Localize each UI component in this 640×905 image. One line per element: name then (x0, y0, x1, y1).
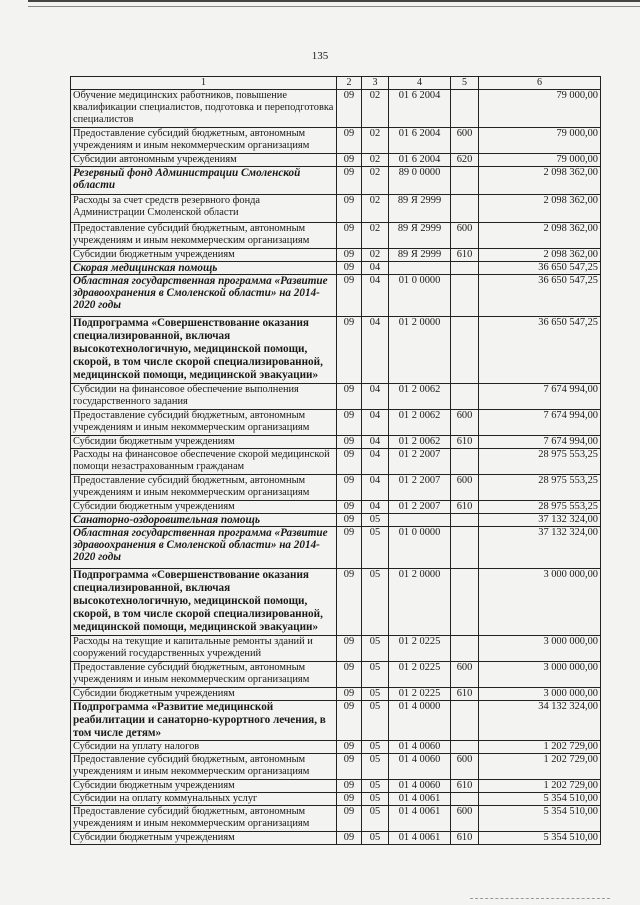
row-section: 09 (337, 223, 362, 249)
row-amount: 79 000,00 (479, 128, 601, 154)
table-row (71, 475, 601, 501)
row-name: Расходы за счет средств резервного фонда Администрации Смоленской области (71, 195, 337, 223)
row-target-code: 01 4 0061 (389, 793, 451, 806)
row-amount: 7 674 994,00 (479, 410, 601, 436)
row-expense-type (451, 262, 479, 275)
row-amount: 2 098 362,00 (479, 167, 601, 195)
row-subsection: 04 (362, 410, 389, 436)
header-col-1: 1 (71, 77, 337, 90)
row-expense-type: 600 (451, 806, 479, 832)
row-amount: 7 674 994,00 (479, 436, 601, 449)
row-subsection: 02 (362, 154, 389, 167)
row-section: 09 (337, 249, 362, 262)
table-row (71, 275, 601, 317)
header-col-3: 3 (362, 77, 389, 90)
row-subsection: 05 (362, 636, 389, 662)
row-subsection: 05 (362, 832, 389, 845)
row-expense-type (451, 514, 479, 527)
row-amount: 5 354 510,00 (479, 793, 601, 806)
row-section: 09 (337, 154, 362, 167)
row-expense-type (451, 275, 479, 317)
row-target-code: 01 4 0060 (389, 780, 451, 793)
row-section: 09 (337, 636, 362, 662)
row-expense-type: 600 (451, 754, 479, 780)
top-border-line (28, 0, 640, 7)
table-row (71, 262, 601, 275)
table-row (71, 688, 601, 701)
row-subsection: 02 (362, 128, 389, 154)
row-target-code: 01 4 0061 (389, 832, 451, 845)
row-section: 09 (337, 317, 362, 384)
row-amount: 1 202 729,00 (479, 780, 601, 793)
row-name: Скорая медицинская помощь (71, 262, 337, 275)
row-amount: 28 975 553,25 (479, 475, 601, 501)
table-row (71, 410, 601, 436)
row-expense-type: 610 (451, 688, 479, 701)
row-name: Подпрограмма «Развитие медицинской реабилитации и санаторно-курортного лечения, в том числе детям» (71, 701, 337, 741)
row-section: 09 (337, 275, 362, 317)
row-subsection: 05 (362, 780, 389, 793)
row-subsection: 04 (362, 501, 389, 514)
header-col-4: 4 (389, 77, 451, 90)
row-section: 09 (337, 410, 362, 436)
row-expense-type: 600 (451, 662, 479, 688)
budget-table (70, 76, 601, 845)
row-amount: 3 000 000,00 (479, 662, 601, 688)
row-name: Субсидии на финансовое обеспечение выполнения государственного задания (71, 384, 337, 410)
table-row (71, 167, 601, 195)
row-amount: 2 098 362,00 (479, 195, 601, 223)
row-expense-type (451, 636, 479, 662)
row-target-code: 01 6 2004 (389, 154, 451, 167)
row-target-code: 01 2 0062 (389, 384, 451, 410)
table-row (71, 806, 601, 832)
row-name: Областная государственная программа «Развитие здравоохранения в Смоленской области» на 2014-2020 годы (71, 527, 337, 569)
row-amount: 2 098 362,00 (479, 223, 601, 249)
row-name: Субсидии бюджетным учреждениям (71, 436, 337, 449)
row-expense-type: 600 (451, 410, 479, 436)
row-target-code: 89 Я 2999 (389, 223, 451, 249)
header-col-6: 6 (479, 77, 601, 90)
row-section: 09 (337, 569, 362, 636)
row-amount: 5 354 510,00 (479, 806, 601, 832)
row-expense-type: 610 (451, 501, 479, 514)
row-section: 09 (337, 662, 362, 688)
row-amount: 36 650 547,25 (479, 275, 601, 317)
row-name: Расходы на финансовое обеспечение скорой медицинской помощи незастрахованным гражданам (71, 449, 337, 475)
row-target-code: 01 0 0000 (389, 527, 451, 569)
row-name: Предоставление субсидий бюджетным, автономным учреждениям и иным некоммерческим организациям (71, 475, 337, 501)
page-number: 135 (311, 50, 329, 62)
row-section: 09 (337, 793, 362, 806)
row-target-code: 01 2 0225 (389, 688, 451, 701)
table-row (71, 662, 601, 688)
row-target-code: 01 4 0000 (389, 701, 451, 741)
row-name: Предоставление субсидий бюджетным, автономным учреждениям и иным некоммерческим организациям (71, 806, 337, 832)
row-expense-type: 620 (451, 154, 479, 167)
row-amount: 37 132 324,00 (479, 514, 601, 527)
row-expense-type (451, 527, 479, 569)
row-section: 09 (337, 527, 362, 569)
row-expense-type (451, 793, 479, 806)
row-subsection: 05 (362, 741, 389, 754)
row-section: 09 (337, 501, 362, 514)
row-amount: 28 975 553,25 (479, 449, 601, 475)
row-subsection: 04 (362, 449, 389, 475)
row-expense-type: 610 (451, 249, 479, 262)
row-target-code: 01 2 0000 (389, 569, 451, 636)
row-name: Субсидии бюджетным учреждениям (71, 780, 337, 793)
row-subsection: 05 (362, 793, 389, 806)
row-target-code: 01 2 2007 (389, 501, 451, 514)
row-expense-type (451, 569, 479, 636)
row-section: 09 (337, 436, 362, 449)
row-name: Расходы на текущие и капитальные ремонты зданий и сооружений государственных учреждений (71, 636, 337, 662)
row-name: Субсидии бюджетным учреждениям (71, 249, 337, 262)
row-target-code: 01 2 0000 (389, 317, 451, 384)
row-name: Субсидии автономным учреждениям (71, 154, 337, 167)
row-target-code: 01 6 2004 (389, 90, 451, 128)
row-name: Субсидии бюджетным учреждениям (71, 688, 337, 701)
row-section: 09 (337, 741, 362, 754)
row-amount: 37 132 324,00 (479, 527, 601, 569)
row-target-code: 01 0 0000 (389, 275, 451, 317)
row-target-code: 01 2 0225 (389, 636, 451, 662)
row-name: Субсидии на уплату налогов (71, 741, 337, 754)
row-target-code: 89 0 0000 (389, 167, 451, 195)
table-row (71, 90, 601, 128)
row-target-code: 01 2 0062 (389, 436, 451, 449)
row-amount: 3 000 000,00 (479, 569, 601, 636)
row-subsection: 02 (362, 195, 389, 223)
row-section: 09 (337, 384, 362, 410)
row-target-code: 01 4 0060 (389, 754, 451, 780)
row-subsection: 05 (362, 754, 389, 780)
row-expense-type (451, 701, 479, 741)
table-row (71, 741, 601, 754)
row-target-code: 01 2 0062 (389, 410, 451, 436)
row-subsection: 02 (362, 223, 389, 249)
row-amount: 3 000 000,00 (479, 636, 601, 662)
table-row (71, 569, 601, 636)
row-subsection: 02 (362, 167, 389, 195)
header-col-2: 2 (337, 77, 362, 90)
table-row (71, 501, 601, 514)
row-section: 09 (337, 832, 362, 845)
row-name: Областная государственная программа «Развитие здравоохранения в Смоленской области» на 2014-2020 годы (71, 275, 337, 317)
row-expense-type (451, 384, 479, 410)
row-amount: 5 354 510,00 (479, 832, 601, 845)
table-row (71, 636, 601, 662)
row-section: 09 (337, 688, 362, 701)
table-row (71, 384, 601, 410)
row-subsection: 04 (362, 262, 389, 275)
row-subsection: 02 (362, 249, 389, 262)
row-subsection: 04 (362, 275, 389, 317)
row-target-code: 89 Я 2999 (389, 249, 451, 262)
row-expense-type: 600 (451, 128, 479, 154)
row-amount: 1 202 729,00 (479, 741, 601, 754)
row-expense-type: 610 (451, 832, 479, 845)
row-subsection: 04 (362, 475, 389, 501)
row-target-code: 01 2 2007 (389, 449, 451, 475)
row-name: Субсидии бюджетным учреждениям (71, 832, 337, 845)
row-name: Предоставление субсидий бюджетным, автономным учреждениям и иным некоммерческим организациям (71, 410, 337, 436)
row-amount: 34 132 324,00 (479, 701, 601, 741)
row-section: 09 (337, 195, 362, 223)
row-amount: 1 202 729,00 (479, 754, 601, 780)
row-amount: 36 650 547,25 (479, 317, 601, 384)
row-section: 09 (337, 514, 362, 527)
table-row (71, 449, 601, 475)
row-section: 09 (337, 754, 362, 780)
row-amount: 3 000 000,00 (479, 688, 601, 701)
row-section: 09 (337, 128, 362, 154)
table-row (71, 128, 601, 154)
row-target-code: 01 2 2007 (389, 475, 451, 501)
row-section: 09 (337, 701, 362, 741)
row-section: 09 (337, 475, 362, 501)
row-subsection: 05 (362, 569, 389, 636)
row-target-code: 89 Я 2999 (389, 195, 451, 223)
row-name: Подпрограмма «Совершенствование оказания специализированной, включая высокотехнологичную, медицинской помощи, скорой, в том числе скорой специализированной, медицинской помощи, медицинской эвакуации» (71, 317, 337, 384)
row-expense-type: 610 (451, 780, 479, 793)
row-subsection: 05 (362, 527, 389, 569)
row-name: Предоставление субсидий бюджетным, автономным учреждениям и иным некоммерческим организациям (71, 223, 337, 249)
table-row (71, 436, 601, 449)
row-subsection: 04 (362, 384, 389, 410)
table-row (71, 249, 601, 262)
row-section: 09 (337, 90, 362, 128)
row-amount: 28 975 553,25 (479, 501, 601, 514)
row-name: Предоставление субсидий бюджетным, автономным учреждениям и иным некоммерческим организациям (71, 662, 337, 688)
row-amount: 79 000,00 (479, 90, 601, 128)
table-row (71, 317, 601, 384)
row-name: Субсидии бюджетным учреждениям (71, 501, 337, 514)
row-amount: 2 098 362,00 (479, 249, 601, 262)
scan-artifact-line (470, 898, 610, 901)
row-section: 09 (337, 806, 362, 832)
row-name: Обучение медицинских работников, повышение квалификации специалистов, подготовка и переподготовка специалистов (71, 90, 337, 128)
row-expense-type: 600 (451, 223, 479, 249)
row-expense-type (451, 449, 479, 475)
row-subsection: 02 (362, 90, 389, 128)
row-expense-type (451, 741, 479, 754)
row-section: 09 (337, 262, 362, 275)
row-name: Субсидии на оплату коммунальных услуг (71, 793, 337, 806)
table-row (71, 223, 601, 249)
row-name: Санаторно-оздоровительная помощь (71, 514, 337, 527)
row-name: Резервный фонд Администрации Смоленской области (71, 167, 337, 195)
row-name: Предоставление субсидий бюджетным, автономным учреждениям и иным некоммерческим организациям (71, 754, 337, 780)
row-subsection: 05 (362, 514, 389, 527)
row-amount: 36 650 547,25 (479, 262, 601, 275)
row-subsection: 05 (362, 688, 389, 701)
row-name: Предоставление субсидий бюджетным, автономным учреждениям и иным некоммерческим организациям (71, 128, 337, 154)
header-col-5: 5 (451, 77, 479, 90)
row-subsection: 05 (362, 806, 389, 832)
table-row (71, 780, 601, 793)
table-header-row (71, 77, 601, 90)
table-row (71, 514, 601, 527)
table-row (71, 793, 601, 806)
row-name: Подпрограмма «Совершенствование оказания специализированной, включая высокотехнологичную, медицинской помощи, скорой, в том числе скорой специализированной, медицинской помощи, медицинской эвакуации» (71, 569, 337, 636)
row-expense-type: 600 (451, 475, 479, 501)
table-row (71, 154, 601, 167)
row-subsection: 04 (362, 436, 389, 449)
row-target-code (389, 262, 451, 275)
row-section: 09 (337, 167, 362, 195)
row-section: 09 (337, 449, 362, 475)
table-row (71, 195, 601, 223)
table-row (71, 832, 601, 845)
row-subsection: 05 (362, 662, 389, 688)
row-expense-type: 610 (451, 436, 479, 449)
row-expense-type (451, 317, 479, 384)
row-target-code: 01 2 0225 (389, 662, 451, 688)
row-subsection: 05 (362, 701, 389, 741)
row-expense-type (451, 195, 479, 223)
row-amount: 7 674 994,00 (479, 384, 601, 410)
row-expense-type (451, 90, 479, 128)
row-subsection: 04 (362, 317, 389, 384)
row-target-code: 01 4 0060 (389, 741, 451, 754)
table-row (71, 754, 601, 780)
row-target-code: 01 6 2004 (389, 128, 451, 154)
table-row (71, 527, 601, 569)
row-amount: 79 000,00 (479, 154, 601, 167)
row-target-code: 01 4 0061 (389, 806, 451, 832)
row-section: 09 (337, 780, 362, 793)
row-target-code (389, 514, 451, 527)
table-row (71, 701, 601, 741)
row-expense-type (451, 167, 479, 195)
